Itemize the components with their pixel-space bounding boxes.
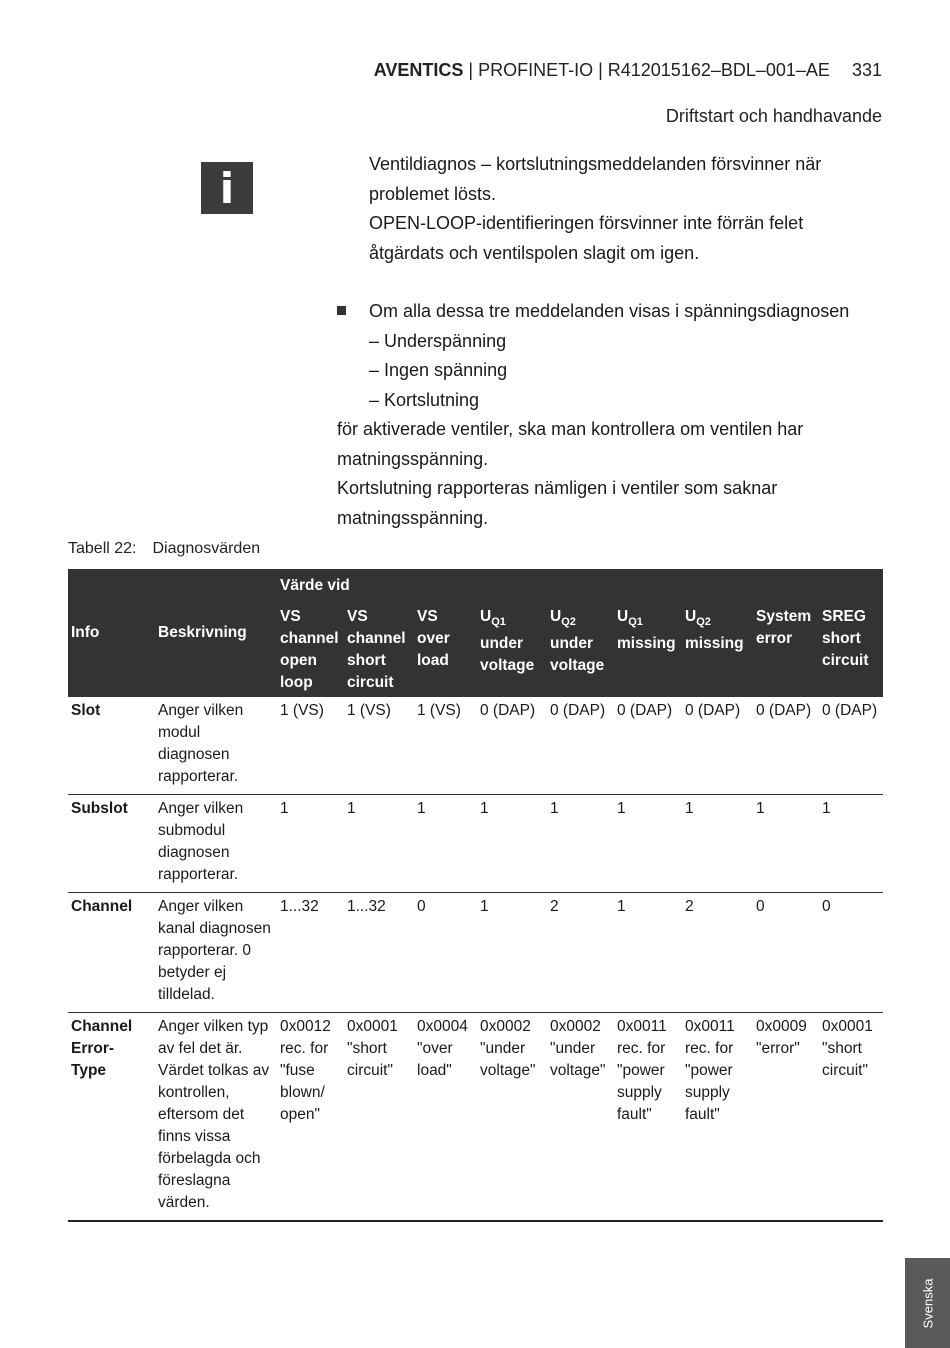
- row-value: 0 (DAP): [614, 697, 682, 795]
- header-tail: under voltage: [550, 635, 605, 674]
- row-value: 0 (DAP): [819, 697, 883, 795]
- row-value: 1: [614, 893, 682, 1013]
- row-value: 0x0001 "short circuit": [344, 1013, 414, 1222]
- header-tail: under voltage: [480, 635, 535, 674]
- row-value: 0x0011 rec. for "power supply fault": [614, 1013, 682, 1222]
- row-value: 1 (VS): [344, 697, 414, 795]
- header-value-col: [547, 603, 614, 697]
- document-id: | PROFINET-IO | R412015162–BDL–001–AE: [463, 60, 830, 80]
- row-value: 0: [414, 893, 477, 1013]
- header-subscript: Q2: [561, 616, 576, 628]
- row-info: Channel Error- Type: [68, 1013, 155, 1222]
- table-row: [68, 1013, 883, 1222]
- row-value: 0x0009 "error": [753, 1013, 819, 1222]
- brand-name: AVENTICS: [373, 60, 464, 80]
- header-tail: missing: [617, 635, 676, 652]
- header-u: U: [550, 608, 562, 625]
- language-tab-label: Svenska: [920, 1278, 935, 1328]
- row-value: 0x0001 "short circuit": [819, 1013, 883, 1222]
- header-subscript: Q2: [696, 616, 711, 628]
- row-value: 0 (DAP): [753, 697, 819, 795]
- row-value: 0 (DAP): [477, 697, 547, 795]
- header-value-col: SREG short circuit: [819, 603, 883, 697]
- header-subscript: Q1: [491, 616, 506, 628]
- header-value-col: [614, 603, 682, 697]
- note-line: åtgärdats och ventilspolen slagit om igen.: [369, 242, 700, 263]
- table-row: [68, 697, 883, 795]
- row-value: 0x0004 "over load": [414, 1013, 477, 1222]
- dash-item: – Kortslutning: [369, 389, 480, 410]
- row-value: 0x0012 rec. for "fuse blown/ open": [277, 1013, 344, 1222]
- header-info: Info: [68, 569, 155, 697]
- row-value: 1: [819, 795, 883, 893]
- row-value: 0 (DAP): [682, 697, 753, 795]
- square-bullet-icon: [337, 306, 346, 315]
- row-info: Subslot: [68, 795, 155, 893]
- row-value: 1: [344, 795, 414, 893]
- row-value: 1: [547, 795, 614, 893]
- row-value: 1 (VS): [277, 697, 344, 795]
- header-description: Beskrivning: [155, 569, 277, 697]
- section-title: Driftstart och handhavande: [665, 106, 882, 126]
- note-line: problemet lösts.: [369, 183, 497, 204]
- bullet-lead: Om alla dessa tre meddelanden visas i spänningsdiagnosen: [369, 301, 850, 321]
- header-u: U: [685, 608, 697, 625]
- row-value: 1 (VS): [414, 697, 477, 795]
- row-info: Slot: [68, 697, 155, 795]
- row-description: Anger vilken submodul diagnosen rapporterar.: [155, 795, 277, 893]
- running-header: [374, 60, 882, 81]
- row-value: 1...32: [344, 893, 414, 1013]
- header-value-col: [477, 603, 547, 697]
- bullet-item: [337, 297, 897, 327]
- row-value: 1: [414, 795, 477, 893]
- row-value: 1: [477, 795, 547, 893]
- header-tail: missing: [685, 635, 744, 652]
- row-value: 1: [477, 893, 547, 1013]
- caption-text: Diagnosvärden: [152, 540, 261, 557]
- dash-item: – Underspänning: [369, 330, 507, 351]
- dash-item: – Ingen spänning: [369, 360, 508, 380]
- info-icon: i: [201, 162, 253, 214]
- header-value-col: [682, 603, 753, 697]
- row-description: Anger vilken kanal diagnosen rapporterar. 0 betyder ej tilldelad.: [155, 893, 277, 1013]
- language-tab: [905, 1258, 950, 1348]
- row-value: 1: [614, 795, 682, 893]
- header-value-col: VS channel open loop: [277, 603, 344, 697]
- note-line: Ventildiagnos – kortslutningsmeddelanden försvinner när: [369, 154, 822, 174]
- row-value: 1: [682, 795, 753, 893]
- note-line: OPEN-LOOP-identifieringen försvinner inte förrän felet: [369, 213, 804, 233]
- row-value: 2: [547, 893, 614, 1013]
- row-value: 0x0002 "under voltage": [477, 1013, 547, 1222]
- table-row: [68, 893, 883, 1013]
- row-value: 0x0011 rec. for "power supply fault": [682, 1013, 753, 1222]
- row-info: Channel: [68, 893, 155, 1013]
- bullet-block: [337, 297, 897, 533]
- body-line: matningsspänning.: [337, 448, 489, 469]
- header-subscript: Q1: [628, 616, 643, 628]
- row-value: 0: [753, 893, 819, 1013]
- table-row: [68, 795, 883, 893]
- row-value: 1...32: [277, 893, 344, 1013]
- row-value: 1: [277, 795, 344, 893]
- row-value: 2: [682, 893, 753, 1013]
- body-line: för aktiverade ventiler, ska man kontrollera om ventilen har: [337, 419, 804, 439]
- diagnostic-values-table: [68, 569, 883, 1222]
- info-note: [369, 150, 889, 268]
- row-description: Anger vilken typ av fel det är. Värdet tolkas av kontrollen, eftersom det finns vissa förbelagda och föreslagna värden.: [155, 1013, 277, 1222]
- header-value-col: VS channel short circuit: [344, 603, 414, 697]
- row-description: Anger vilken modul diagnosen rapporterar.: [155, 697, 277, 795]
- header-value-col: System error: [753, 603, 819, 697]
- row-value: 0: [819, 893, 883, 1013]
- body-line: Kortslutning rapporteras nämligen i ventiler som saknar: [337, 478, 778, 498]
- header-u: U: [617, 608, 629, 625]
- body-line: matningsspänning.: [337, 507, 489, 528]
- row-value: 0x0002 "under voltage": [547, 1013, 614, 1222]
- header-u: U: [480, 608, 492, 625]
- header-group: Värde vid: [277, 569, 883, 603]
- page-number: 331: [851, 60, 882, 80]
- row-value: 1: [753, 795, 819, 893]
- row-value: 0 (DAP): [547, 697, 614, 795]
- table-caption: [68, 540, 260, 558]
- header-value-col: VS over load: [414, 603, 477, 697]
- caption-label: Tabell 22:: [68, 540, 137, 557]
